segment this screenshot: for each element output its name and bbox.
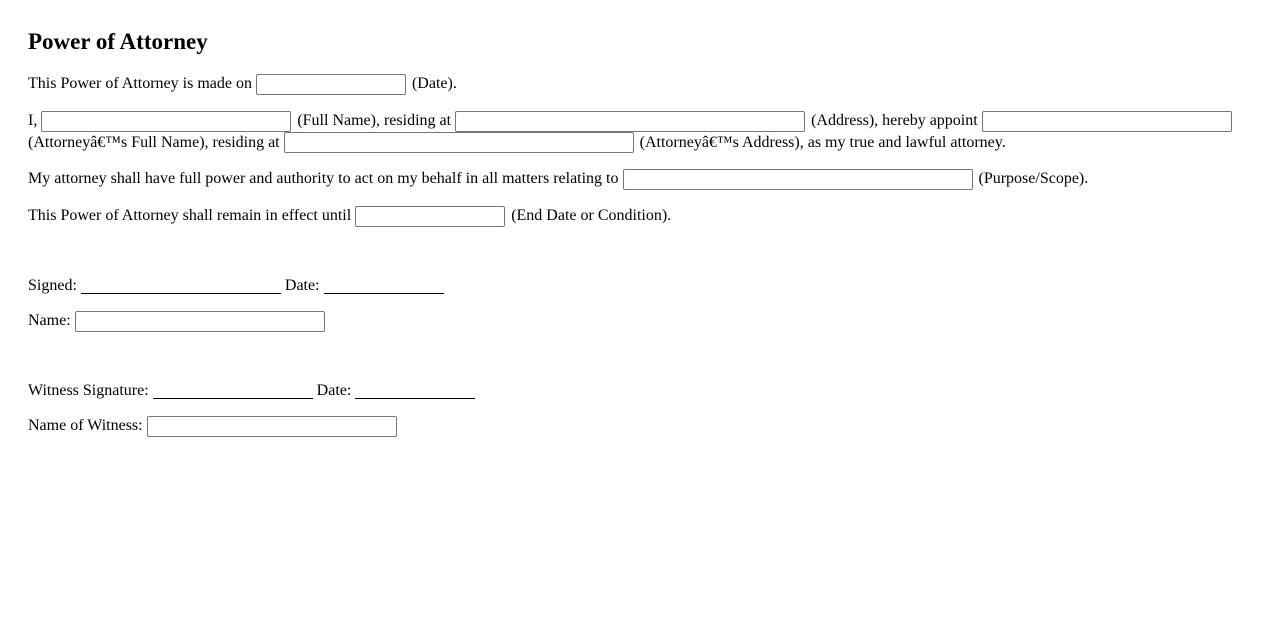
witness-name-input[interactable] (147, 416, 397, 437)
purpose-clause-suffix: (Purpose/Scope). (974, 170, 1089, 188)
date-clause-suffix: (Date). (407, 75, 457, 92)
signer-name-line (28, 310, 1250, 332)
signer-name-input[interactable] (75, 311, 325, 332)
end-date-input[interactable] (355, 206, 505, 227)
page-title: Power of Attorney (28, 29, 208, 54)
principal-full-name-label: (Full Name), residing at (293, 111, 456, 129)
principal-full-name-input[interactable] (41, 111, 291, 132)
principal-clause-prefix: I, (28, 111, 42, 129)
witness-date-blank (355, 384, 475, 399)
date-input[interactable] (256, 74, 406, 95)
purpose-input[interactable] (623, 169, 973, 190)
end-date-clause (28, 205, 1250, 227)
witness-signature-line (28, 380, 1250, 401)
witness-name-line (28, 415, 1250, 437)
principal-address-label: (Address), hereby appoint (807, 111, 982, 129)
purpose-clause (28, 168, 1250, 190)
principal-clause (28, 110, 1250, 154)
signature-date-blank (324, 279, 444, 294)
witness-signature-label: Witness Signature: (28, 381, 153, 399)
signed-label: Signed: (28, 277, 81, 295)
witness-signature-blank (153, 384, 313, 399)
witness-date-label: Date: (312, 381, 356, 399)
signature-line (28, 275, 1250, 296)
attorney-full-name-input[interactable] (982, 111, 1232, 132)
signer-name-label: Name: (28, 312, 75, 330)
document (0, 29, 1278, 437)
end-date-clause-prefix: This Power of Attorney shall remain in effect until (28, 207, 356, 225)
signature-date-label: Date: (280, 277, 324, 295)
witness-name-label: Name of Witness: (28, 416, 147, 434)
date-clause (28, 73, 1250, 95)
attorney-address-label: (Attorneyâ€™s Address), as my true and lawful attorney. (635, 133, 1006, 151)
principal-address-input[interactable] (455, 111, 805, 132)
purpose-clause-prefix: My attorney shall have full power and authority to act on my behalf in all matters relating to (28, 170, 623, 188)
signature-blank (81, 279, 281, 294)
attorney-full-name-label: (Attorneyâ€™s Full Name), residing at (28, 133, 284, 151)
date-clause-prefix: This Power of Attorney is made on (28, 75, 256, 92)
attorney-address-input[interactable] (284, 132, 634, 153)
end-date-clause-suffix: (End Date or Condition). (507, 207, 672, 225)
